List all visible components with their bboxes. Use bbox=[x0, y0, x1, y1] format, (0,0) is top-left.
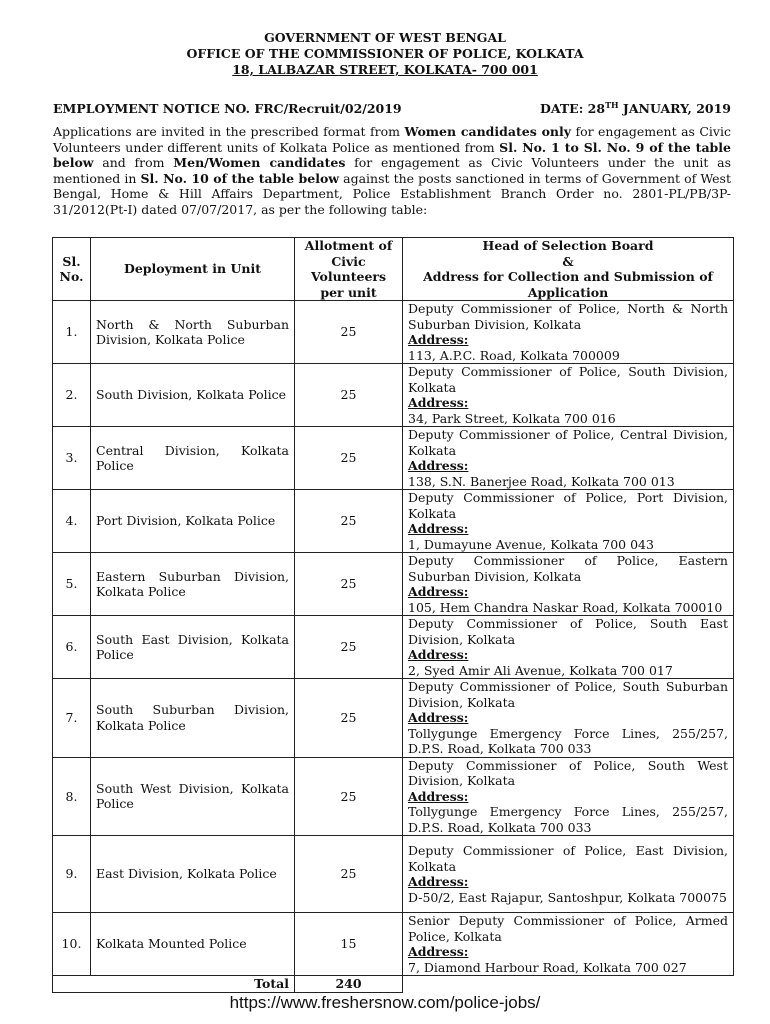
table-row bbox=[53, 757, 734, 836]
row-head-name: Deputy Commissioner of Police, Port Division, Kolkata bbox=[408, 490, 728, 521]
row-sl: 4. bbox=[53, 490, 91, 553]
row-allotment: 25 bbox=[295, 364, 403, 427]
row-head bbox=[403, 836, 734, 913]
row-address: 2, Syed Amir Ali Avenue, Kolkata 700 017 bbox=[408, 662, 673, 678]
row-head-name: Deputy Commissioner of Police, South Suburban Division, Kolkata bbox=[408, 679, 728, 710]
row-head bbox=[403, 364, 734, 427]
row-sl: 9. bbox=[53, 836, 91, 913]
total-row bbox=[53, 976, 734, 993]
address-label: Address: bbox=[408, 944, 469, 959]
row-head-name: Senior Deputy Commissioner of Police, Armed Police, Kolkata bbox=[408, 913, 728, 944]
notice-number: EMPLOYMENT NOTICE NO. FRC/Recruit/02/2019 bbox=[53, 101, 402, 116]
address-label: Address: bbox=[408, 647, 469, 662]
row-address: 113, A.P.C. Road, Kolkata 700009 bbox=[408, 347, 620, 363]
row-head bbox=[403, 427, 734, 490]
address-label: Address: bbox=[408, 710, 469, 725]
row-address: 34, Park Street, Kolkata 700 016 bbox=[408, 410, 616, 426]
table-row bbox=[53, 427, 734, 490]
table-row bbox=[53, 616, 734, 679]
header-office: OFFICE OF THE COMMISSIONER OF POLICE, KOLKATA bbox=[186, 46, 584, 61]
intro-bold: Women candidates only bbox=[404, 124, 572, 139]
row-unit: Eastern Suburban Division, Kolkata Police bbox=[91, 553, 295, 616]
row-unit: South Suburban Division, Kolkata Police bbox=[91, 679, 295, 758]
address-label: Address: bbox=[408, 521, 469, 536]
header-head-line1: Head of Selection Board bbox=[482, 238, 654, 253]
row-head bbox=[403, 757, 734, 836]
table-row bbox=[53, 364, 734, 427]
header-government: GOVERNMENT OF WEST BENGAL bbox=[264, 30, 506, 45]
row-unit: South East Division, Kolkata Police bbox=[91, 616, 295, 679]
header-sl: Sl. No. bbox=[53, 238, 91, 301]
row-unit: Port Division, Kolkata Police bbox=[91, 490, 295, 553]
address-label: Address: bbox=[408, 788, 469, 804]
header-head-line3: Address for Collection and Submission of Application bbox=[423, 269, 713, 300]
row-sl: 3. bbox=[53, 427, 91, 490]
address-label: Address: bbox=[408, 332, 469, 347]
row-allotment: 25 bbox=[295, 427, 403, 490]
intro-text: for engagement as Civic Volunteers under different units of Kolkata Police as mentioned from bbox=[53, 124, 731, 155]
intro-text: Applications are invited in the prescribed format from bbox=[53, 124, 405, 139]
notice-date-sup: TH bbox=[605, 99, 619, 110]
row-address: 105, Hem Chandra Naskar Road, Kolkata 700010 bbox=[408, 599, 723, 615]
row-head-name: Deputy Commissioner of Police, Central Division, Kolkata bbox=[408, 427, 728, 458]
row-unit: South Division, Kolkata Police bbox=[91, 364, 295, 427]
row-head bbox=[403, 301, 734, 364]
row-sl: 10. bbox=[53, 913, 91, 976]
row-head bbox=[403, 616, 734, 679]
total-blank-cell bbox=[403, 976, 734, 993]
row-allotment: 25 bbox=[295, 490, 403, 553]
header-unit: Deployment in Unit bbox=[91, 238, 295, 301]
address-label: Address: bbox=[408, 395, 469, 410]
table-row bbox=[53, 836, 734, 913]
header-allotment: Allotment of Civic Volunteers per unit bbox=[295, 238, 403, 301]
footer-link[interactable]: https://www.freshersnow.com/police-jobs/ bbox=[229, 993, 541, 1012]
row-head-name: Deputy Commissioner of Police, Eastern Suburban Division, Kolkata bbox=[408, 553, 728, 584]
intro-bold: Sl. No. 1 to Sl. No. 9 of the table below bbox=[53, 139, 731, 170]
row-allotment: 25 bbox=[295, 679, 403, 758]
header-selection-board bbox=[403, 238, 734, 301]
intro-bold: Men/Women candidates bbox=[173, 155, 346, 170]
table-row bbox=[53, 679, 734, 758]
row-head bbox=[403, 913, 734, 976]
row-allotment: 25 bbox=[295, 757, 403, 836]
row-sl: 1. bbox=[53, 301, 91, 364]
row-allotment: 25 bbox=[295, 836, 403, 913]
intro-paragraph bbox=[53, 124, 731, 217]
row-head-name: Deputy Commissioner of Police, South East Division, Kolkata bbox=[408, 616, 728, 647]
row-sl: 5. bbox=[53, 553, 91, 616]
row-allotment: 15 bbox=[295, 913, 403, 976]
header-address: 18, LALBAZAR STREET, KOLKATA- 700 001 bbox=[232, 62, 538, 77]
intro-text: and from bbox=[93, 155, 174, 170]
row-sl: 6. bbox=[53, 616, 91, 679]
notice-date bbox=[540, 101, 731, 117]
row-address: Tollygunge Emergency Force Lines, 255/257, D.P.S. Road, Kolkata 700 033 bbox=[408, 725, 728, 756]
intro-text: against the posts sanctioned in terms of Government of West Bengal, Home & Hill Affairs Department, Police Establishment Branch Order no. 2801-PL/PB/3P-31/2012(Pt-I) dated 07/07/2017, as per the following table: bbox=[53, 170, 731, 217]
table-row bbox=[53, 553, 734, 616]
table-row bbox=[53, 301, 734, 364]
address-label: Address: bbox=[408, 584, 469, 599]
row-address: 7, Diamond Harbour Road, Kolkata 700 027 bbox=[408, 959, 687, 975]
row-sl: 8. bbox=[53, 757, 91, 836]
row-head bbox=[403, 679, 734, 758]
address-label: Address: bbox=[408, 458, 469, 473]
row-unit: East Division, Kolkata Police bbox=[91, 836, 295, 913]
row-head-name: Deputy Commissioner of Police, South Division, Kolkata bbox=[408, 364, 728, 395]
row-head bbox=[403, 490, 734, 553]
notice-date-prefix: DATE: 28 bbox=[540, 101, 606, 116]
address-label: Address: bbox=[408, 874, 469, 889]
header-head-line2: & bbox=[562, 253, 574, 269]
row-allotment: 25 bbox=[295, 301, 403, 364]
notice-date-suffix: JANUARY, 2019 bbox=[618, 101, 731, 116]
total-label: Total bbox=[53, 976, 295, 993]
row-unit: Kolkata Mounted Police bbox=[91, 913, 295, 976]
row-unit: North & North Suburban Division, Kolkata Police bbox=[91, 301, 295, 364]
row-sl: 2. bbox=[53, 364, 91, 427]
row-allotment: 25 bbox=[295, 553, 403, 616]
table-header-row bbox=[53, 238, 734, 301]
intro-text: for engagement as Civic Volunteers under the unit as mentioned in bbox=[53, 155, 732, 186]
row-allotment: 25 bbox=[295, 616, 403, 679]
row-address: 138, S.N. Banerjee Road, Kolkata 700 013 bbox=[408, 473, 675, 489]
row-address: D-50/2, East Rajapur, Santoshpur, Kolkata 700075 bbox=[408, 889, 727, 905]
row-address: Tollygunge Emergency Force Lines, 255/257, D.P.S. Road, Kolkata 700 033 bbox=[408, 804, 728, 835]
row-unit: South West Division, Kolkata Police bbox=[91, 757, 295, 836]
total-value: 240 bbox=[295, 976, 403, 993]
table-row bbox=[53, 913, 734, 976]
row-sl: 7. bbox=[53, 679, 91, 758]
table-row bbox=[53, 490, 734, 553]
row-head-name: Deputy Commissioner of Police, East Division, Kolkata bbox=[408, 843, 728, 874]
row-head bbox=[403, 553, 734, 616]
row-head-name: Deputy Commissioner of Police, North & North Suburban Division, Kolkata bbox=[408, 301, 728, 332]
units-table bbox=[52, 237, 734, 993]
intro-bold: Sl. No. 10 of the table below bbox=[140, 170, 340, 186]
row-unit: Central Division, Kolkata Police bbox=[91, 427, 295, 490]
row-head-name: Deputy Commissioner of Police, South West Division, Kolkata bbox=[408, 757, 728, 788]
row-address: 1, Dumayune Avenue, Kolkata 700 043 bbox=[408, 536, 654, 552]
